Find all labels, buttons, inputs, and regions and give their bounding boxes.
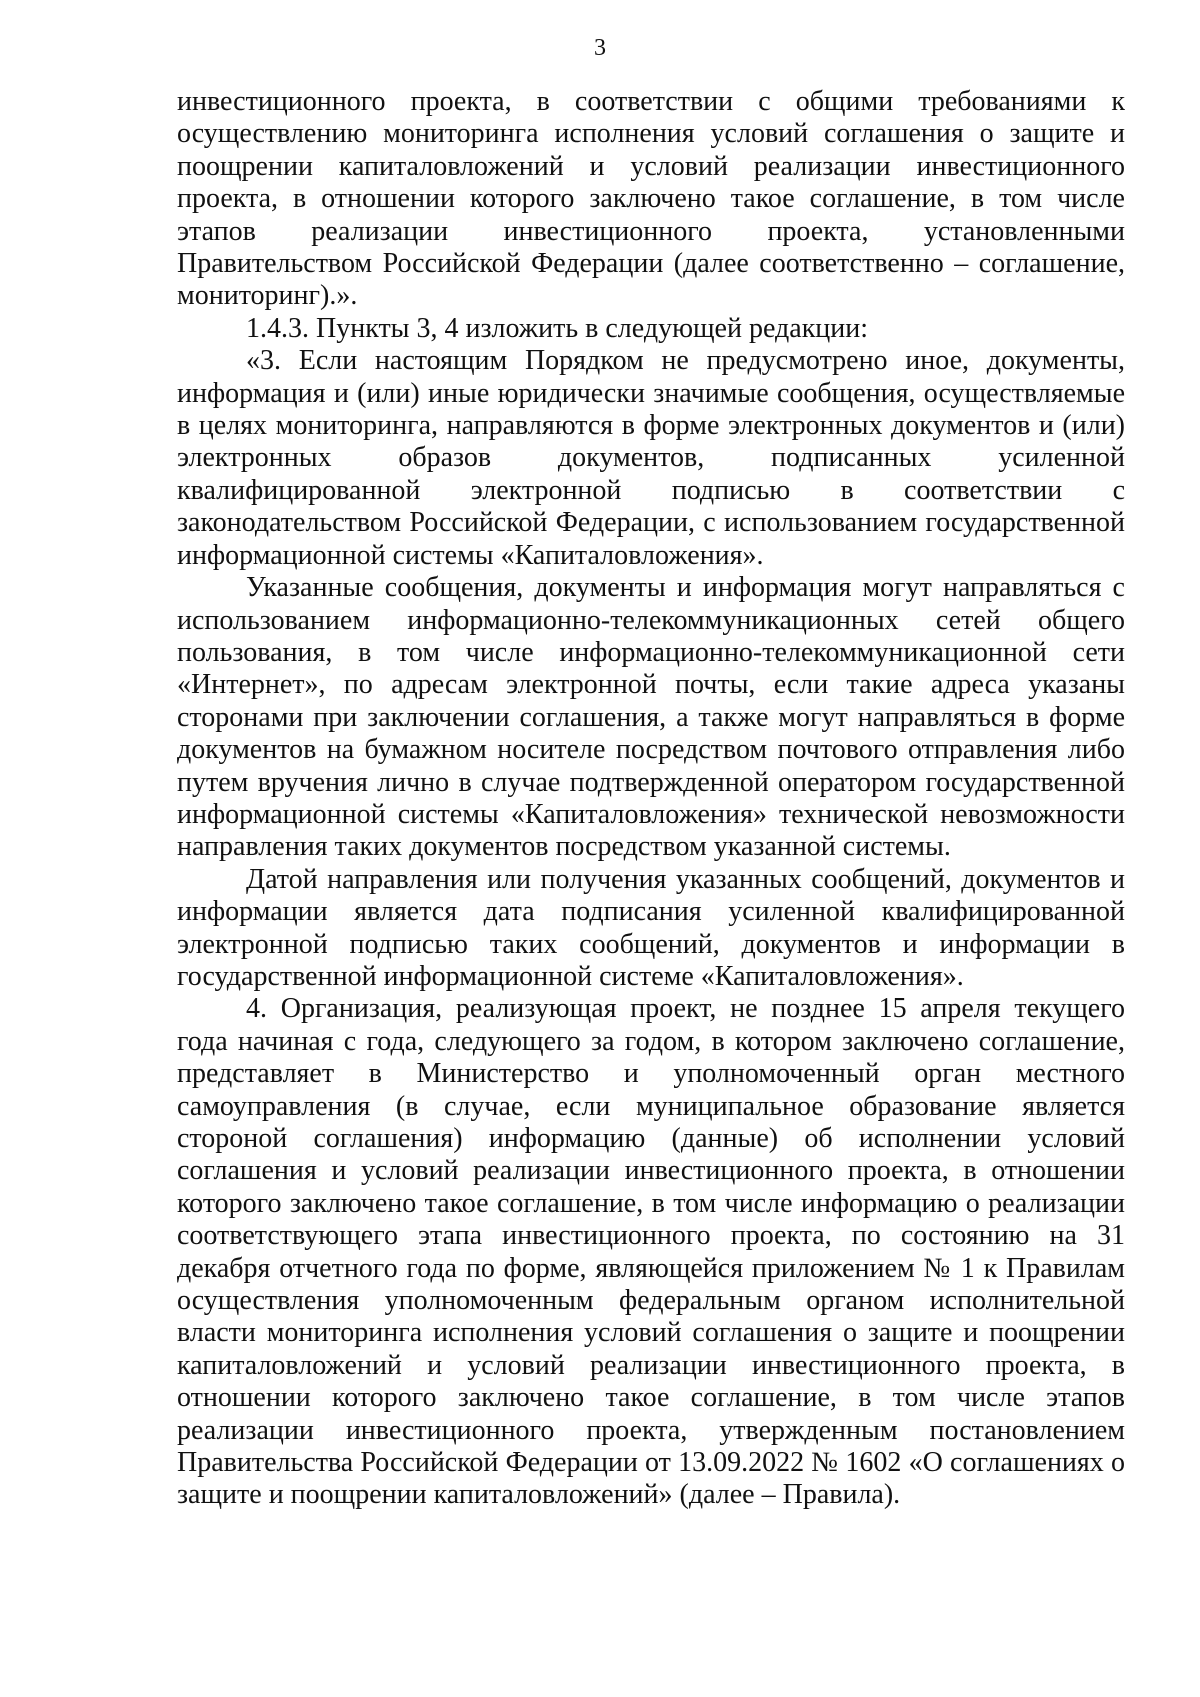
paragraph-amendment-heading: 1.4.3. Пункты 3, 4 изложить в следующей редакции: (246, 312, 869, 344)
document-body (177, 86, 1125, 1512)
paragraph-clause-4: 4. Организация, реализующая проект, не позднее 15 апреля текущего года начиная с года, следующего за годом, в котором заключено соглашение, представляет в Министерство и уполномоченный орган местного самоуправления (в случае, если муниципальное образование является стороной соглашения) информацию (данные) об исполнении условий соглашения и условий реализации инвестиционного проекта, в отношении которого заключено такое соглашение, в том числе информацию о реализации соответствующего этапа инвестиционного проекта, по состоянию на 31 декабря отчетного года по форме, являющейся приложением № 1 к Правилам осуществления уполномоченным федеральным органом исполнительной власти мониторинга исполнения условий соглашения о защите и поощрении капиталовложений и условий реализации инвестиционного проекта, в отношении которого заключено такое соглашение, в том числе этапов реализации инвестиционного проекта, утвержденным постановлением Правительства Российской Федерации от 13.09.2022 № 1602 «О соглашениях о защите и поощрении капиталовложений» (далее – Правила). (177, 993, 1125, 1511)
paragraph-continuation: инвестиционного проекта, в соответствии с общими требованиями к осуществлению мониторинга исполнения условий соглашения о защите и поощрении капиталовложений и условий реализации инвестиционного проекта, в отношении которого заключено такое соглашение, в том числе этапов реализации инвестиционного проекта, установленными Правительством Российской Федерации (далее соответственно – соглашение, мониторинг).». (177, 86, 1125, 312)
paragraph-clause-3-date: Датой направления или получения указанных сообщений, документов и информации является дата подписания усиленной квалифицированной электронной подписью таких сообщений, документов и информации в государственной информационной системе «Капиталовложения». (177, 863, 1125, 992)
paragraph-clause-3: «3. Если настоящим Порядком не предусмотрено иное, документы, информация и (или) иные юридически значимые сообщения, осуществляемые в целях мониторинга, направляются в форме электронных документов и (или) электронных образов документов, подписанных усиленной квалифицированной электронной подписью в соответствии с законодательством Российской Федерации, с использованием государственной информационной системы «Капиталовложения». (177, 345, 1125, 571)
page-number: 3 (594, 35, 606, 61)
paragraph-clause-3-messages: Указанные сообщения, документы и информация могут направляться с использованием информационно-телекоммуникационных сетей общего пользования, в том числе информационно-телекоммуникационной сети «Интернет», по адресам электронной почты, если такие адреса указаны сторонами при заключении соглашения, а также могут направляться в форме документов на бумажном носителе посредством почтового отправления либо путем вручения лично в случае подтвержденной оператором государственной информационной системы «Капиталовложения» технической невозможности направления таких документов посредством указанной системы. (177, 572, 1125, 863)
